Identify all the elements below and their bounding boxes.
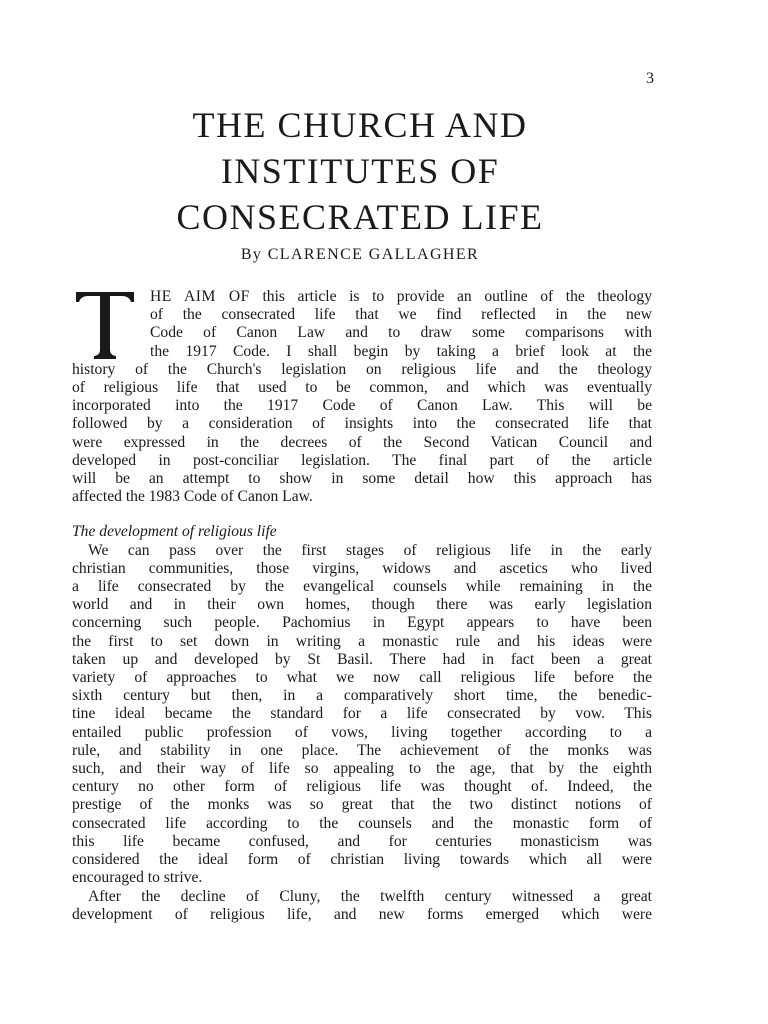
text-line: variety of approaches to what we now call religious life before the [72, 669, 652, 687]
text-line: were expressed in the decrees of the Second Vatican Council and [72, 433, 652, 451]
text-line: of the consecrated life that we find reflected in the new [150, 306, 652, 324]
text-line: tine ideal became the standard for a life consecrated by vow. This [72, 705, 652, 723]
text-line: the first to set down in writing a monastic rule and his ideas were [72, 632, 652, 650]
text-line: concerning such people. Pachomius in Egypt appears to have been [72, 614, 652, 632]
article-body [72, 288, 652, 924]
opening-small-caps: HE AIM OF [150, 288, 250, 305]
text-line: christian communities, those virgins, widows and ascetics who lived [72, 559, 652, 577]
text-line: development of religious life, and new forms emerged which were [72, 905, 652, 923]
text-line: entailed public profession of vows, living together according to a [72, 723, 652, 741]
page-number: 3 [646, 70, 654, 87]
text-line: Code of Canon Law and to draw some comparisons with [150, 324, 652, 342]
text-line: prestige of the monks was so great that the two distinct notions of [72, 796, 652, 814]
title-line: INSTITUTES OF [220, 151, 500, 191]
text-line: incorporated into the 1917 Code of Canon Law. This will be [72, 397, 652, 415]
text-line: world and in their own homes, though there was early legislation [72, 596, 652, 614]
text-line: such, and their way of life so appealing to the age, that by the eighth [72, 760, 652, 778]
drop-cap-t-glyph [72, 290, 138, 360]
opening-text: this article is to provide an outline of the theology [249, 288, 652, 305]
text-line [72, 288, 652, 306]
text-line: affected the 1983 Code of Canon Law. [72, 488, 313, 506]
text-line: followed by a consideration of insights into the consecrated life that [72, 415, 652, 433]
text-line: century no other form of religious life was thought of. Indeed, the [72, 778, 652, 796]
title-line: CONSECRATED LIFE [176, 197, 544, 237]
text-line: encouraged to strive. [72, 869, 203, 887]
text-line: will be an attempt to show in some detail how this approach has [72, 470, 652, 488]
text-line: sixth century but then, in a comparatively short time, the benedic- [72, 687, 652, 705]
text-line: taken up and developed by St Basil. There had in fact been a great [72, 650, 652, 668]
text-line: developed in post-conciliar legislation. The final part of the article [72, 451, 652, 469]
author-byline: By CLARENCE GALLAGHER [240, 246, 480, 263]
text-line: the 1917 Code. I shall begin by taking a brief look at the [150, 342, 652, 360]
text-line: consecrated life according to the counsels and the monastic form of [72, 814, 652, 832]
title-line: THE CHURCH AND [192, 105, 528, 145]
text-line: After the decline of Cluny, the twelfth century witnessed a great [88, 887, 652, 905]
text-line: a life consecrated by the evangelical counsels while remaining in the [72, 578, 652, 596]
text-line: history of the Church's legislation on religious life and the theology [72, 360, 652, 378]
article-title [70, 102, 650, 240]
text-line: rule, and stability in one place. The achievement of the monks was [72, 741, 652, 759]
drop-cap [72, 290, 142, 360]
text-line: this life became confused, and for centuries monasticism was [72, 832, 652, 850]
text-line: considered the ideal form of christian living towards which all were [72, 851, 652, 869]
text-line: We can pass over the first stages of religious life in the early [88, 541, 652, 559]
text-line: of religious life that used to be common, and which was eventually [72, 379, 652, 397]
section-heading: The development of religious life [72, 523, 277, 541]
